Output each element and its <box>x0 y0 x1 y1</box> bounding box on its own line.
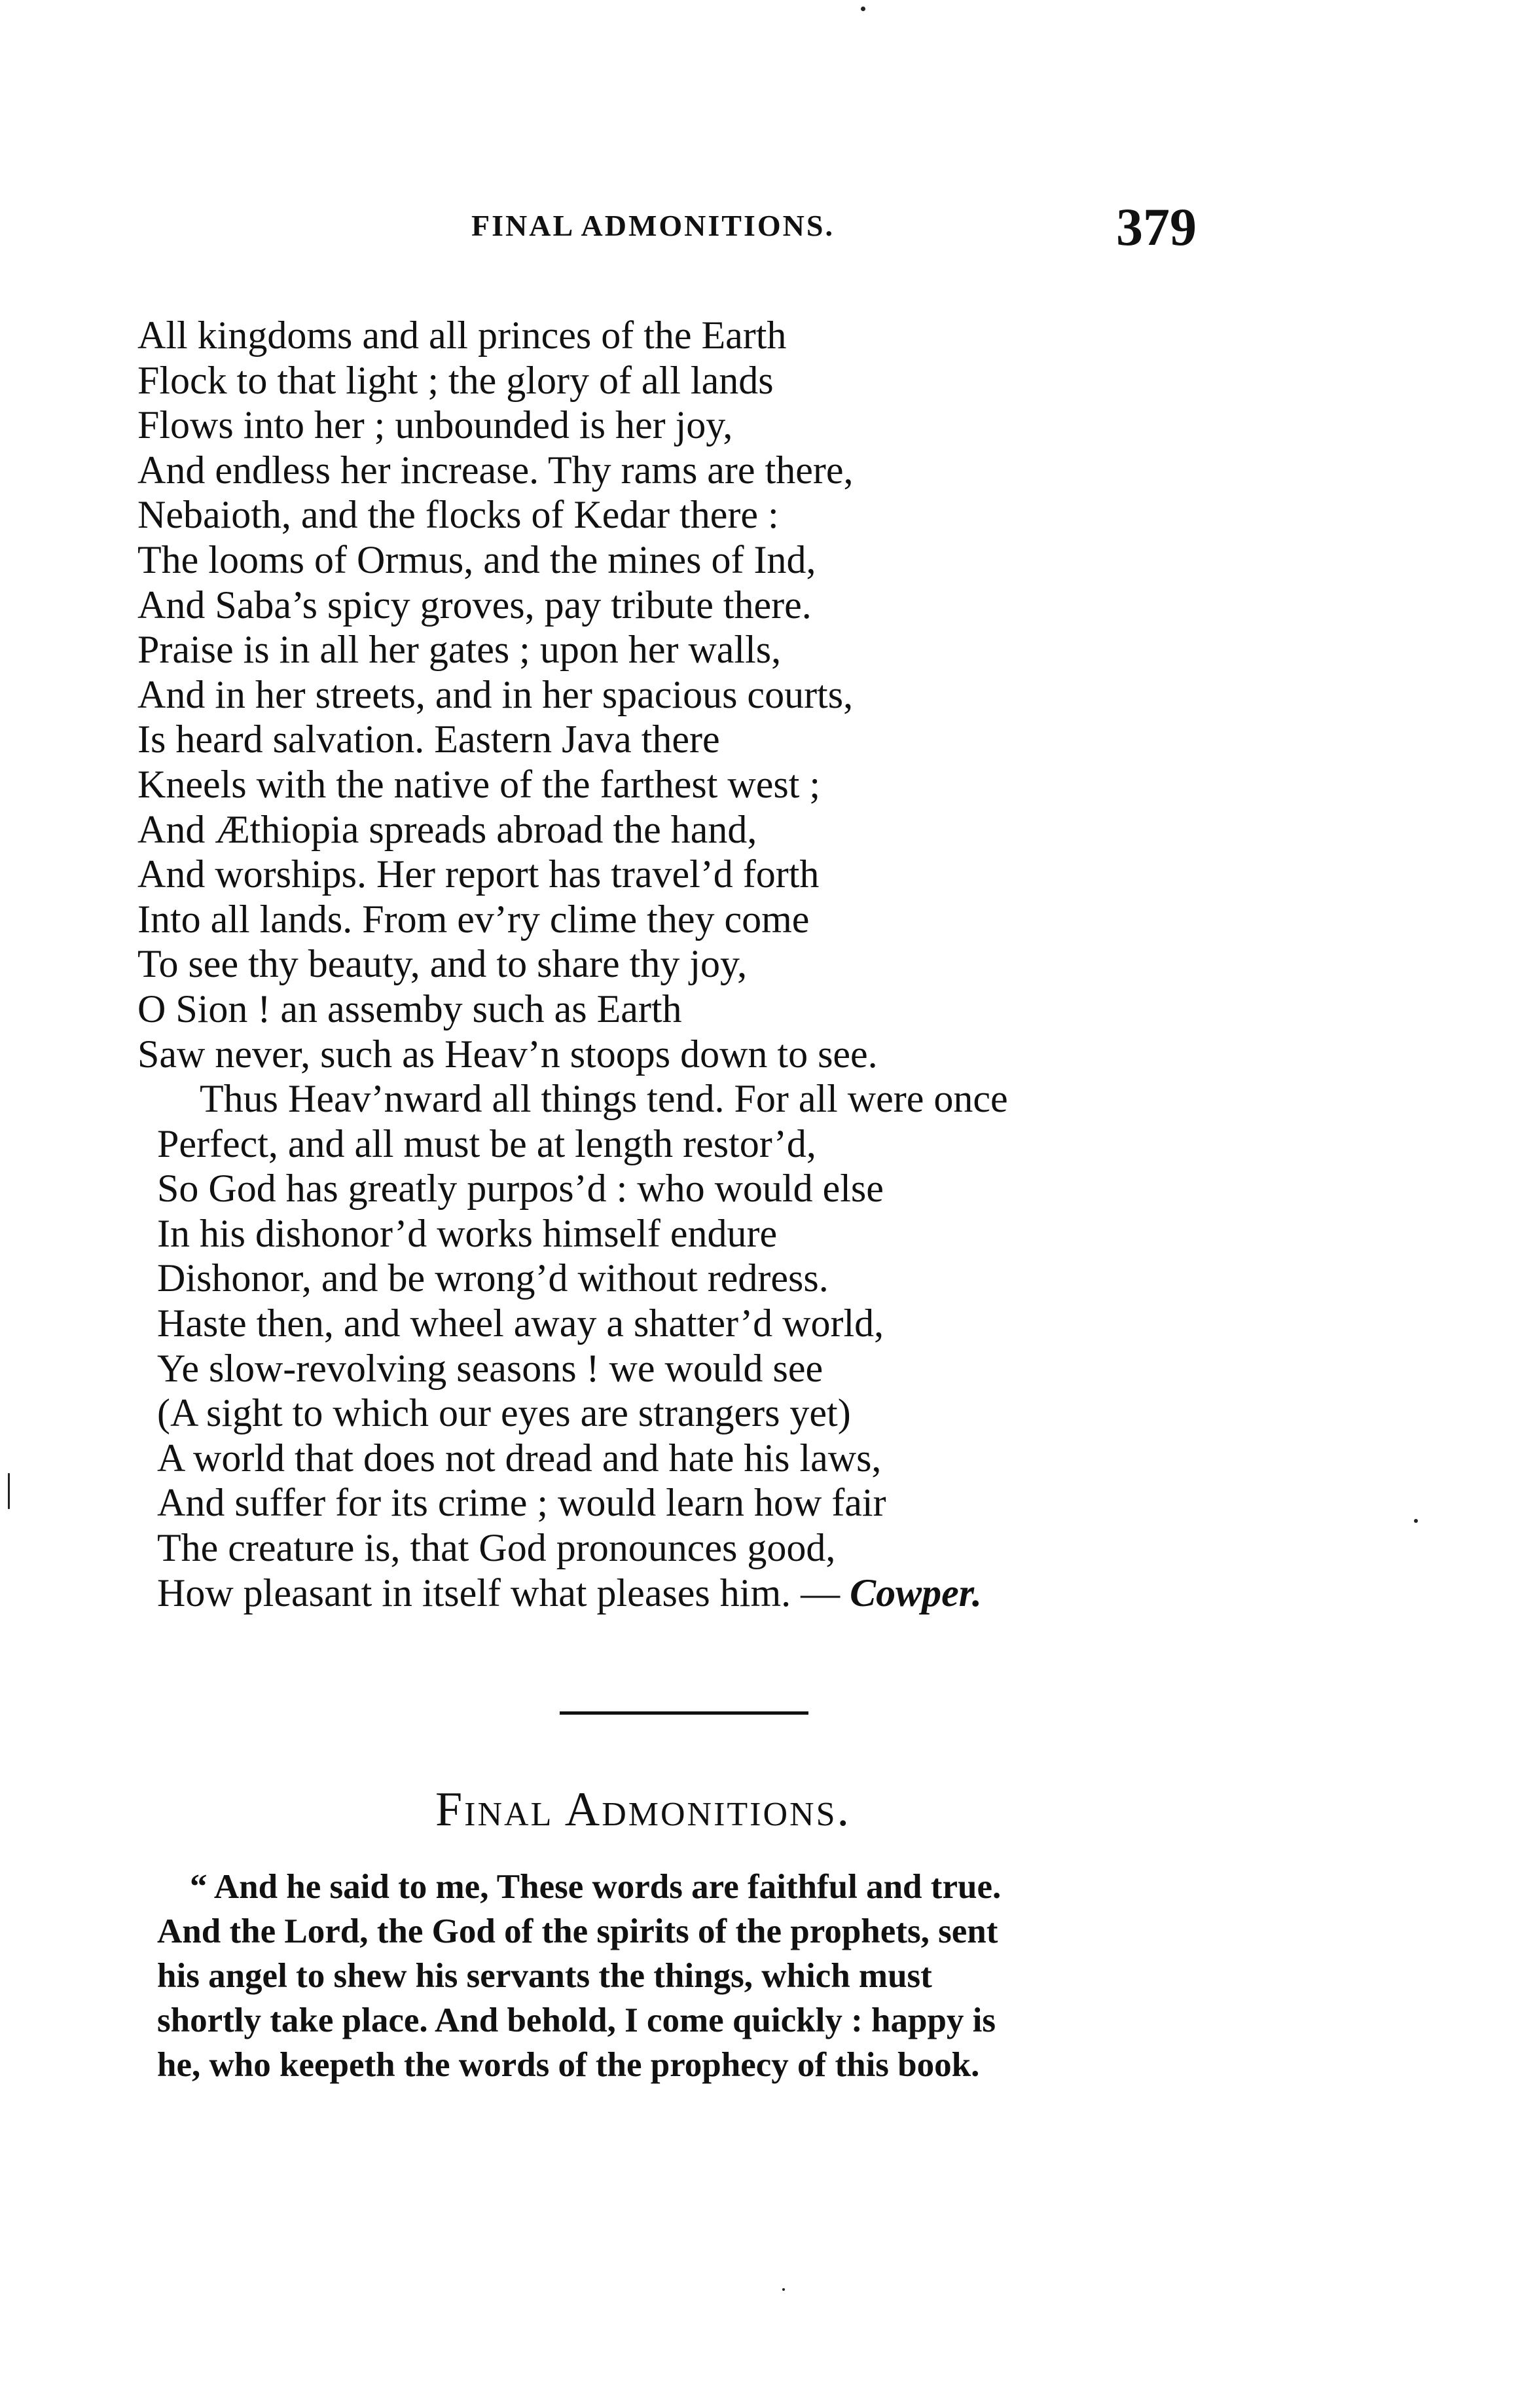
poem-line: Dishonor, and be wrong’d without redress. <box>157 1256 829 1300</box>
poem-line: Kneels with the native of the farthest west ; <box>137 762 821 806</box>
poem-line: Perfect, and all must be at length restor’d, <box>157 1122 816 1165</box>
poem-line: Flock to that light ; the glory of all lands <box>137 358 774 402</box>
poem-line: To see thy beauty, and to share thy joy, <box>137 942 748 986</box>
poem-line: Nebaioth, and the flocks of Kedar there : <box>137 493 779 537</box>
poem-line: All kingdoms and all princes of the Earth <box>137 314 787 357</box>
poem-line: And endless her increase. Thy rams are there, <box>137 448 854 492</box>
prose-line: “ And he said to me, These words are faithful and true. <box>190 1868 1002 1906</box>
poem-line: Praise is in all her gates ; upon her walls, <box>137 628 782 672</box>
poem-line: The looms of Ormus, and the mines of Ind, <box>137 538 816 581</box>
poem-line: Haste then, and wheel away a shatter’d world, <box>157 1302 884 1345</box>
page-number: 379 <box>1116 197 1197 257</box>
poem-line: The creature is, that God pronounces good, <box>157 1526 836 1570</box>
print-speck <box>1414 1519 1418 1523</box>
poem-line: Is heard salvation. Eastern Java there <box>137 718 720 761</box>
poem-line: And Æthiopia spreads abroad the hand, <box>137 807 757 851</box>
poem-line-text: How pleasant in itself what pleases him. — <box>157 1571 841 1614</box>
section-title: Final Admonitions. <box>435 1783 852 1836</box>
poem-line: Saw never, such as Heav’n stoops down to see. <box>137 1032 878 1076</box>
poem-last-line <box>137 1571 1263 1616</box>
poem-block <box>137 313 1263 1615</box>
section-divider <box>560 1711 808 1715</box>
poem-line: And suffer for its crime ; would learn how fair <box>157 1481 886 1525</box>
prose-line: shortly take place. And behold, I come quickly : happy is <box>157 2001 996 2039</box>
prose-line: he, who keepeth the words of the prophecy of this book. <box>157 2046 980 2084</box>
prose-paragraph <box>157 1865 1218 2087</box>
prose-line: his angel to shew his servants the things, which must <box>157 1957 932 1995</box>
poem-line: A world that does not dread and hate his laws, <box>157 1436 882 1480</box>
poem-line: Flows into her ; unbounded is her joy, <box>137 403 733 447</box>
prose-line: And the Lord, the God of the spirits of the prophets, sent <box>157 1912 998 1950</box>
attribution: Cowper. <box>850 1571 982 1614</box>
print-speck <box>8 1473 10 1509</box>
poem-line: So God has greatly purpos’d : who would else <box>157 1167 884 1211</box>
poem-line: And Saba’s spicy groves, pay tribute there. <box>137 583 812 627</box>
print-speck <box>782 2288 785 2291</box>
poem-line: Ye slow-revolving seasons ! we would see <box>157 1346 823 1390</box>
running-header: FINAL ADMONITIONS. <box>471 209 835 242</box>
poem-line: And worships. Her report has travel’d forth <box>137 852 820 896</box>
poem-line: O Sion ! an assemby such as Earth <box>137 987 682 1031</box>
print-speck <box>861 7 865 11</box>
poem-line: Into all lands. From ev’ry clime they come <box>137 897 810 941</box>
poem-line: And in her streets, and in her spacious courts, <box>137 672 854 716</box>
poem-line: In his dishonor’d works himself endure <box>157 1211 778 1255</box>
poem-line: (A sight to which our eyes are strangers yet) <box>157 1391 851 1435</box>
poem-line: Thus Heav’nward all things tend. For all were once <box>200 1077 1008 1121</box>
